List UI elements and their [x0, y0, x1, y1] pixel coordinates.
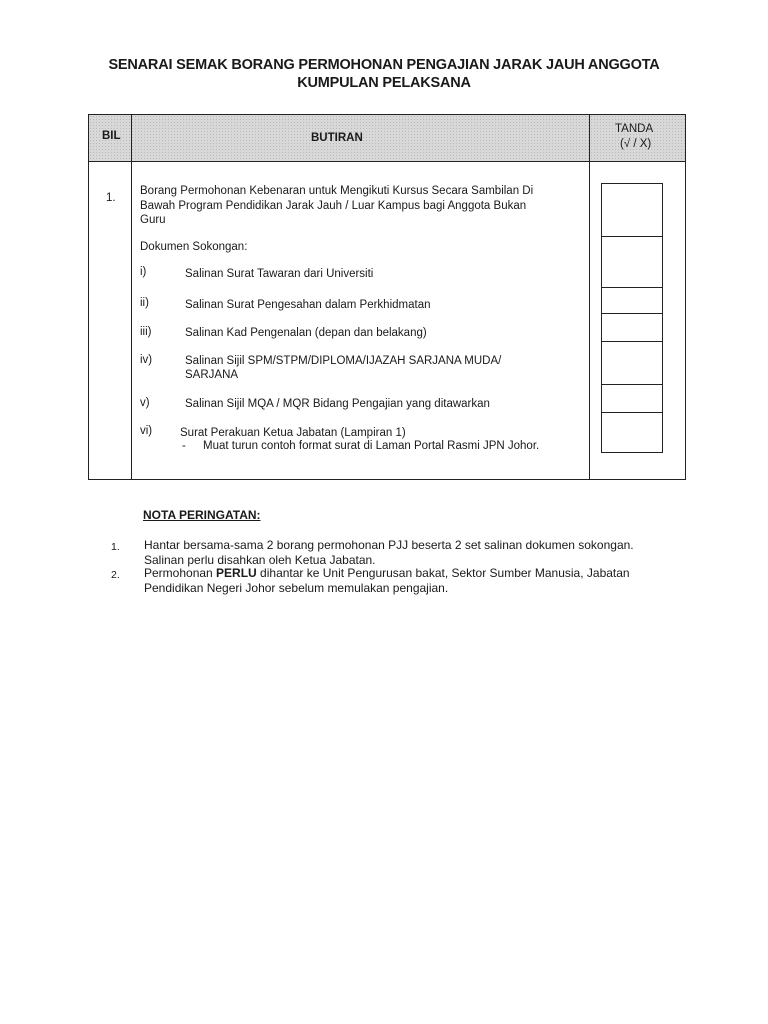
sub-item-text: Muat turun contoh format surat di Laman Portal Rasmi JPN Johor. — [203, 440, 540, 452]
header-bil: BIL — [102, 130, 121, 142]
item-num: v) — [140, 397, 150, 409]
sub-item-dash: - — [182, 440, 186, 452]
checkbox-item-iv[interactable] — [601, 341, 663, 385]
checkbox-item-vi[interactable] — [601, 412, 663, 453]
note-line-1: Hantar bersama-sama 2 borang permohonan PJJ beserta 2 set salinan dokumen sokongan. — [144, 538, 634, 552]
note-item — [144, 538, 684, 568]
checkbox-item-iii[interactable] — [601, 313, 663, 342]
checkbox-main[interactable] — [601, 183, 663, 237]
document-title — [60, 56, 708, 92]
item-text: Salinan Surat Tawaran dari Universiti — [185, 268, 374, 280]
checklist-table — [88, 114, 686, 480]
header-tanda-symbols: (√ / X) — [620, 138, 652, 150]
item-text: Salinan Sijil MQA / MQR Bidang Pengajian yang ditawarkan — [185, 398, 490, 410]
note-line-1-post: dihantar ke Unit Pengurusan bakat, Sektor Sumber Manusia, Jabatan — [256, 566, 630, 580]
item-text: Salinan Surat Pengesahan dalam Perkhidmatan — [185, 299, 431, 311]
description-line-2: Bawah Program Pendidikan Jarak Jauh / Luar Kampus bagi Anggota Bukan — [140, 200, 527, 212]
row-number: 1. — [106, 192, 116, 204]
checkbox-item-v[interactable] — [601, 384, 663, 413]
title-line-2: KUMPULAN PELAKSANA — [297, 75, 471, 91]
note-item — [144, 566, 684, 596]
item-text-continued: SARJANA — [185, 369, 239, 381]
note-line-1 — [144, 566, 684, 581]
description-line-1: Borang Permohonan Kebenaran untuk Mengikuti Kursus Secara Sambilan Di — [140, 185, 534, 197]
item-text: Salinan Sijil SPM/STPM/DIPLOMA/IJAZAH SARJANA MUDA/ — [185, 355, 502, 367]
checkbox-item-ii[interactable] — [601, 287, 663, 314]
item-num: i) — [140, 266, 147, 278]
title-line-1: SENARAI SEMAK BORANG PERMOHONAN PENGAJIAN JARAK JAUH ANGGOTA — [108, 57, 660, 73]
item-text: Surat Perakuan Ketua Jabatan (Lampiran 1) — [180, 427, 406, 439]
item-text: Salinan Kad Pengenalan (depan dan belakang) — [185, 327, 427, 339]
header-tanda: TANDA — [615, 123, 654, 135]
note-emphasis: PERLU — [216, 566, 257, 580]
item-num: iv) — [140, 354, 153, 366]
item-num: iii) — [140, 326, 152, 338]
description-line-3: Guru — [140, 214, 166, 226]
supporting-heading: Dokumen Sokongan: — [140, 241, 248, 253]
note-line-1-pre: Permohonan — [144, 566, 217, 580]
column-divider-bil — [131, 115, 132, 479]
table-header — [89, 115, 685, 162]
header-butiran: BUTIRAN — [311, 132, 363, 144]
note-number: 2. — [111, 569, 120, 581]
notes-heading: NOTA PERINGATAN: — [143, 508, 261, 522]
item-num: ii) — [140, 297, 149, 309]
note-number: 1. — [111, 541, 120, 553]
note-line-2: Salinan perlu disahkan oleh Ketua Jabatan. — [144, 553, 376, 567]
note-line-2: Pendidikan Negeri Johor sebelum memulakan pengajian. — [144, 581, 449, 595]
column-divider-tanda — [589, 115, 590, 479]
item-num: vi) — [140, 425, 153, 437]
checkbox-item-i[interactable] — [601, 236, 663, 288]
